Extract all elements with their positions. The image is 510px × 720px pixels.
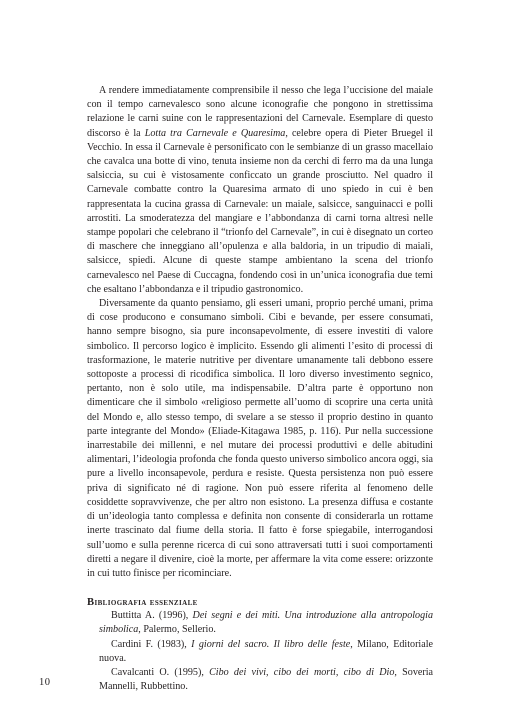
- body-text: [87, 84, 433, 694]
- italic-text: Dei segni e dei miti. Una introduzione alla antropologia simbolica: [99, 610, 433, 636]
- bibliography-entry: Buttitta A. (1996), Dei segni e dei miti. Una introduzione alla antropologia simbolica, Palermo, Sellerio.: [99, 610, 433, 636]
- italic-text: I giorni del sacro. Il libro delle feste: [191, 638, 351, 650]
- paragraph: Diversamente da quanto pensiamo, gli esseri umani, proprio perché umani, prima di cose producono e consumano simboli. Cibi e bevande, per essere consumati, hanno sempre bisogno, sia pure inconsapevolmente, di essere investiti di valore simbolico. Il percorso logico è implicito. Essendo gli alimenti l’esito di processi di trasformazione, le materie nutritive per diventare umanamente tali debbono essere sottoposte a processi di ricodifica simbolica. Il loro diverso investimento segnico, pertanto, non è solo utile, ma indispensabile. D’altra parte è opportuno non dimenticare che il simbolo «religioso permette all’uomo di scoprire una certa unità del Mondo e, allo stesso tempo, di svelare a se stesso il proprio destino in quanto parte integrante del Mondo» (Eliade-Kitagawa 1985, p. 116). Pur nella successione inarrestabile dei millenni, e nel mutare dei processi produttivi e delle abitudini alimentari, l’ideologia profonda che fonda questo universo simbolico ancora oggi, sia pure a livello inconsapevole, perdura e resiste. Questa persistenza non può essere priva di significato né di ragione. Non può essere riferita al fenomeno delle cosiddette sopravvivenze, che per altro non esistono. La presenza diffusa e costante di un’ideologia tanto complessa e definita non consente di considerarla un rottame inerte trascinato dal fiume della storia. Il fatto è forse spiegabile, interrogandosi sull’uomo e sulla perenne ricerca di cui sono attraversati tutti i suoi comportamenti diretti a negare il divenire, cioè la morte, per affermare la vita come essere: orizzonte in cui tutto finisce per ricominciare.: [87, 298, 433, 579]
- italic-text: Lotta tra Carnevale e Quaresima: [144, 127, 286, 139]
- page-number: 10: [39, 677, 51, 688]
- italic-text: Cibo dei vivi, cibo dei morti, cibo di Dio: [209, 666, 395, 678]
- bibliography-heading: Bibliografia essenziale: [87, 597, 198, 609]
- bibliography-entry: Cavalcanti O. (1995), Cibo dei vivi, cibo dei morti, cibo di Dio, Soveria Mannelli, Rubbettino.: [99, 666, 433, 693]
- bibliography-entry: Cardini F. (1983), I giorni del sacro. Il libro delle feste, Milano, Editoriale nuova.: [99, 638, 433, 664]
- paragraph: A rendere immediatamente comprensibile il nesso che lega l’uccisione del maiale con il tempo carnevalesco sono alcune iconografie che pongono in strettissima relazione le carni suine con le rappresentazioni del Carnevale. Esemplare di questo discorso è la Lotta tra Carnevale e Quaresima, celebre opera di Pieter Bruegel il Vecchio. In essa il Carnevale è personificato con le sembianze di un grasso macellaio che cavalca una botte di vino, tenuta insieme non da cerchi di ferro ma da una lunga salsiccia, su cui è vistosamente conficcato un grande prosciutto. Nel quadro il Carnevale combatte contro la Quaresima armato di uno spiedo in cui è ben rappresentata la cucina grassa di Carnevale: un maiale, salsicce, sanguinacci e polli arrostiti. La smoderatezza del mangiare e l’abbondanza di carni torna altresì nelle stampe popolari che celebrano il “trionfo del Carnevale”, in cui è disegnato un corteo di maschere che inneggiano all’opulenza e alla baldoria, in un tripudio di maiali, salsicce, spiedi. Alcune di queste stampe ambientano la scena del trionfo carnevalesco nel Paese di Cuccagna, fondendo così in un’unica iconografia due temi che esaltano l’abbondanza e il tripudio gastronomico.: [87, 85, 434, 295]
